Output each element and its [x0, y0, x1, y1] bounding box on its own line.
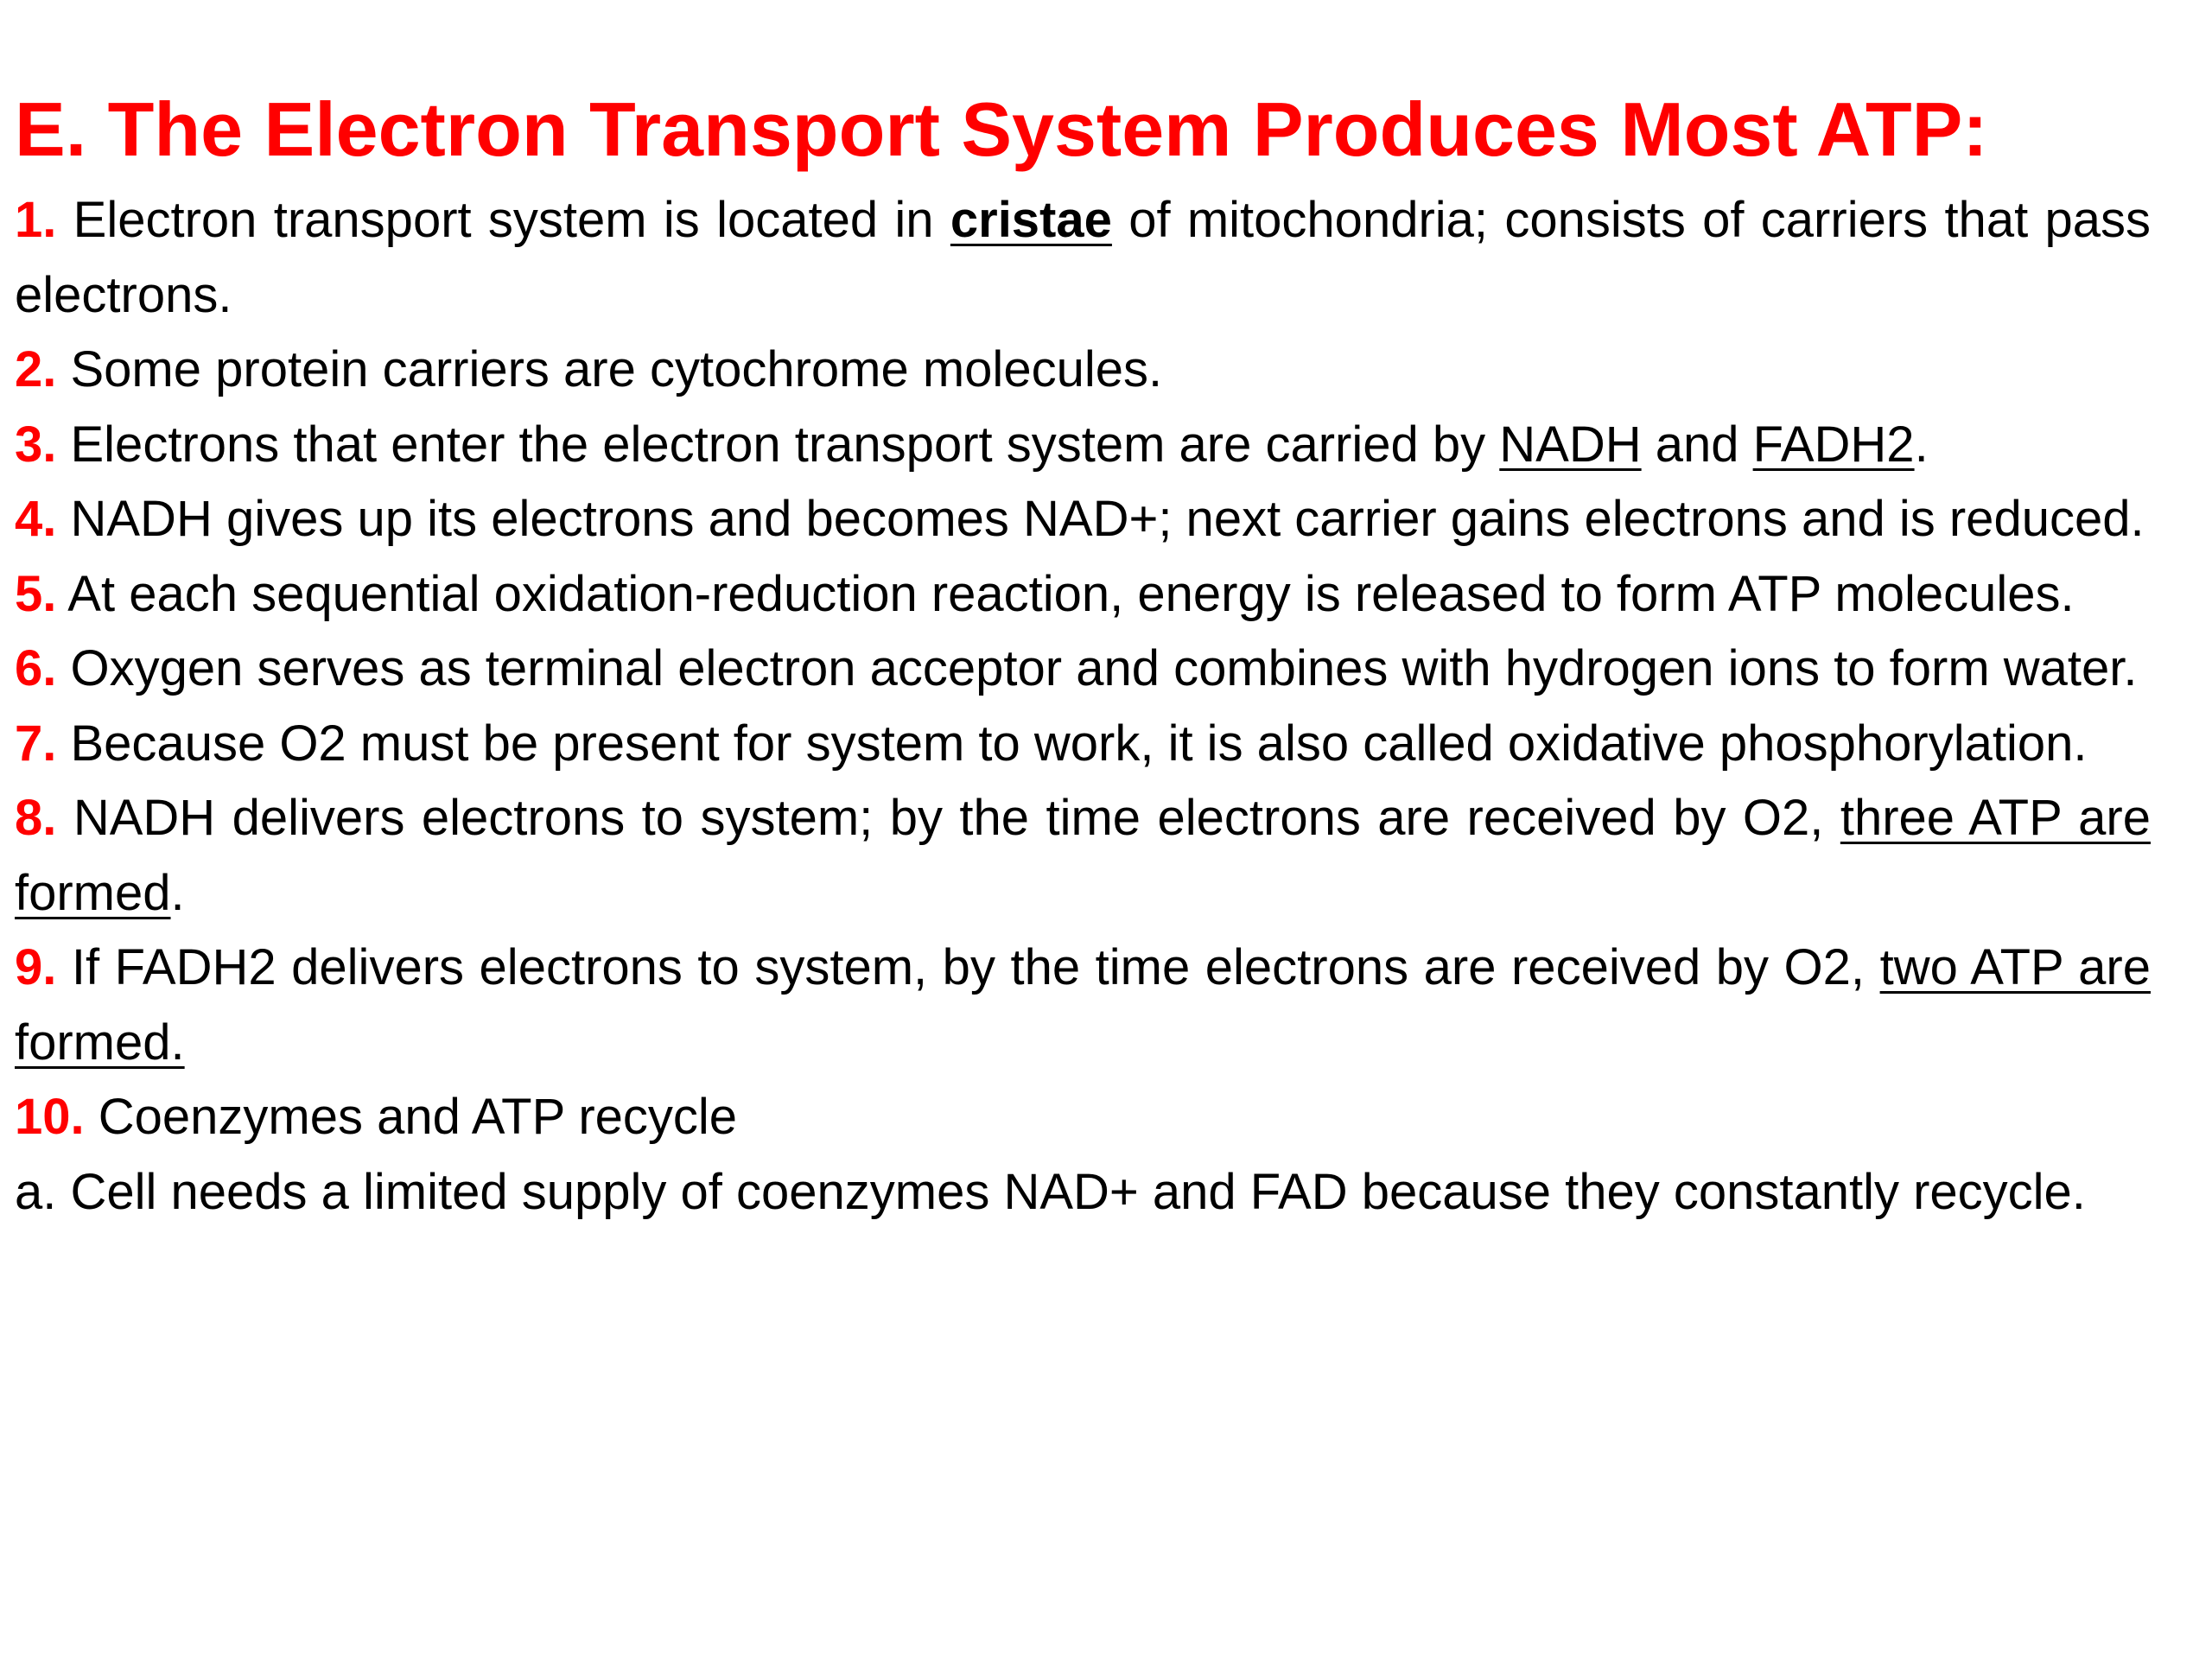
- emphasis-term-cristae: cristae: [950, 192, 1112, 248]
- item-number: 9.: [15, 939, 57, 995]
- item-text: and: [1641, 416, 1753, 473]
- item-number: 4.: [15, 491, 57, 547]
- item-text: .: [170, 864, 185, 921]
- item-text: NADH gives up its electrons and becomes NAD+; next carrier gains electrons and is reduced.: [56, 491, 2145, 547]
- item-text: NADH delivers electrons to system; by the time electrons are received by O2,: [56, 790, 1840, 846]
- list-item-6: [15, 632, 2151, 707]
- list-item-9: [15, 931, 2151, 1080]
- underlined-phrase-three-atp: three ATP are formed: [15, 790, 2151, 921]
- item-text: At each sequential oxidation-reduction reaction, energy is released to form ATP molecules.: [56, 565, 2075, 622]
- item-text: Coenzymes and ATP recycle: [84, 1089, 738, 1145]
- list-item-1: [15, 183, 2151, 333]
- item-number: 7.: [15, 715, 57, 772]
- item-number: 6.: [15, 640, 57, 696]
- list-item-5: [15, 557, 2151, 632]
- item-text: Oxygen serves as terminal electron acceptor and combines with hydrogen ions to form water.: [56, 640, 2138, 696]
- item-number: 1.: [15, 192, 57, 248]
- item-number: 8.: [15, 790, 57, 846]
- underlined-phrase-two-atp: two ATP are formed.: [15, 939, 2152, 1071]
- list-item-2: [15, 333, 2151, 408]
- list-item-8: [15, 781, 2151, 931]
- list-item-3: [15, 408, 2151, 483]
- item-text: Electron transport system is located in: [56, 192, 950, 248]
- item-number: 2.: [15, 341, 57, 397]
- item-number: 5.: [15, 565, 57, 622]
- sub-item-a: a. Cell needs a limited supply of coenzymes NAD+ and FAD because they constantly recycle.: [15, 1163, 2086, 1220]
- slide-content: [15, 78, 2151, 1230]
- item-text: Some protein carriers are cytochrome molecules.: [56, 341, 1163, 397]
- underlined-term-fadh2: FADH2: [1752, 416, 1915, 473]
- item-number: 3.: [15, 416, 57, 473]
- list-item-10: [15, 1080, 2151, 1155]
- item-number: 10.: [15, 1089, 85, 1145]
- item-text: of mitochondria; consists of carriers that pass electrons.: [15, 192, 2151, 323]
- list-item-4: [15, 482, 2151, 557]
- item-text: Because O2 must be present for system to work, it is also called oxidative phosphorylation.: [56, 715, 2088, 772]
- item-text: If FADH2 delivers electrons to system, by the time electrons are received by O2,: [56, 939, 1880, 995]
- underlined-term-nadh: NADH: [1499, 416, 1642, 473]
- item-text: .: [1914, 416, 1929, 473]
- slide-title: E. The Electron Transport System Produces Most ATP:: [15, 86, 1988, 172]
- item-text: Electrons that enter the electron transport system are carried by: [56, 416, 1500, 473]
- list-item-7: [15, 707, 2151, 782]
